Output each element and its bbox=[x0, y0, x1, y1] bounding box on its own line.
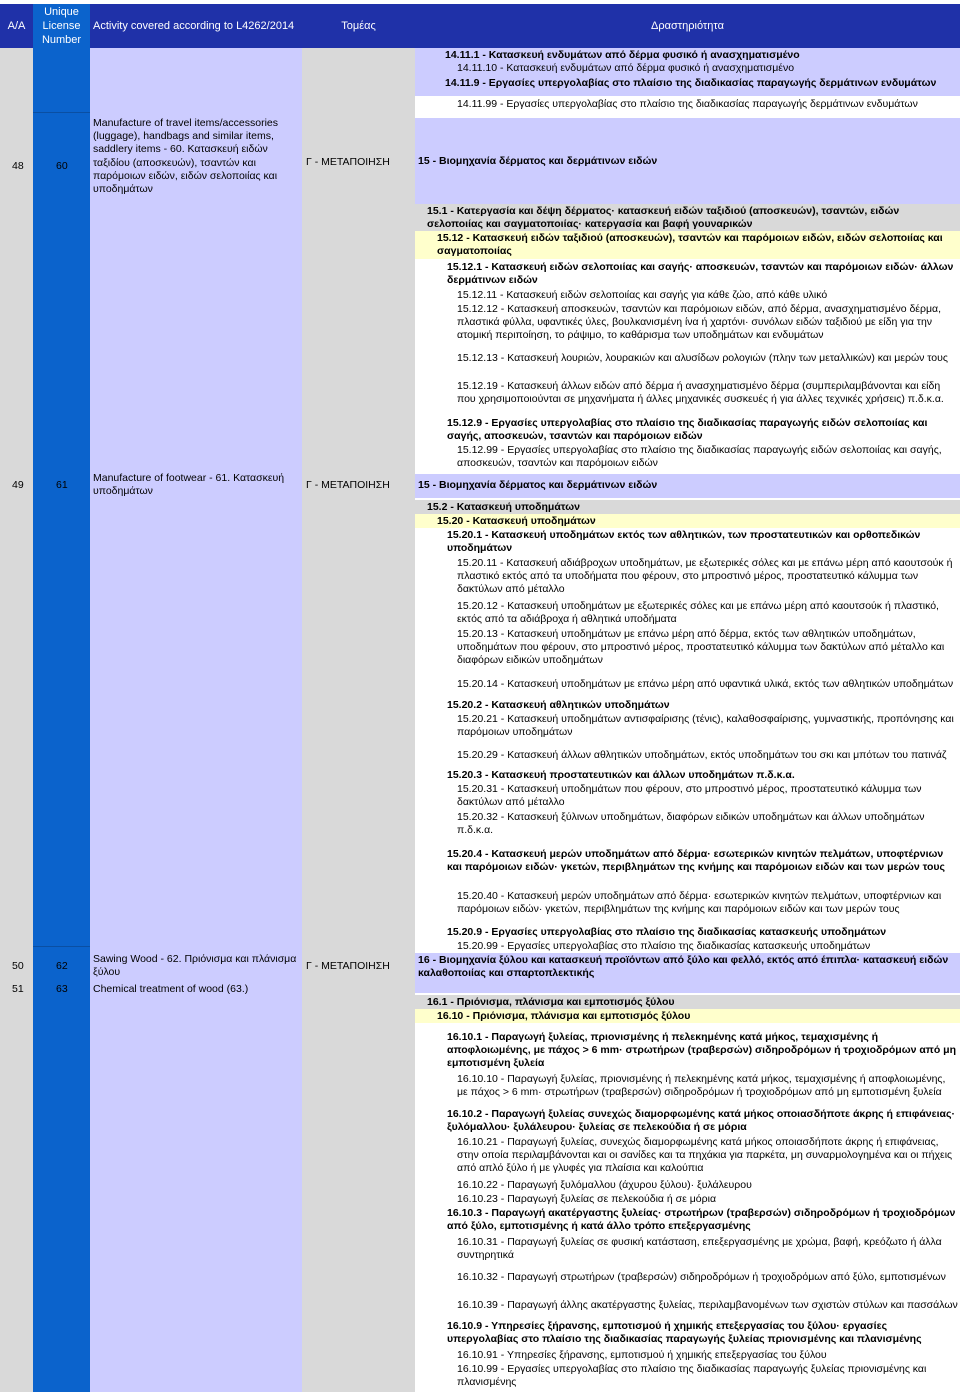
detail-line: 15.20.99 - Εργασίες υπεργολαβίας στο πλαίσιο της διαδικασίας κατασκευής υποδημάτων bbox=[457, 940, 871, 952]
row-sector: Γ - ΜΕΤΑΠΟΙΗΣΗ bbox=[306, 479, 390, 491]
detail-line: 16.10.3 - Παραγωγή ακατέργαστης ξυλείας· στρωτήρων (τραβερσών) σιδηροδρόμων ή τροχιοδρόμων από ξύλο, εμποτισμένης ή κατά άλλο τρόπο επεξεργασμένης bbox=[447, 1207, 956, 1233]
detail-line: 16.10.9 - Υπηρεσίες ξήρανσης, εμποτισμού ή χημικής επεξεργασίας του ξύλου· εργασίες υπεργολαβίας στο πλαίσιο της διαδικασίας παραγωγής ξυλείας πριονισμένης και πλανισμένης bbox=[447, 1320, 922, 1346]
detail-line: 14.11.99 - Εργασίες υπεργολαβίας στο πλαίσιο της διαδικασίας παραγωγής δερμάτινων ενδυμάτων bbox=[457, 98, 918, 110]
detail-line: 16.10.23 - Παραγωγή ξυλείας σε πελεκούδια ή σε μόρια bbox=[457, 1193, 717, 1205]
detail-line: 15.20.29 - Κατασκευή άλλων αθλητικών υποδημάτων, εκτός υποδημάτων του σκι και μπότων του πατινάζ bbox=[457, 749, 947, 761]
detail-line: 15.20.31 - Κατασκευή υποδημάτων που φέρουν, στο μπροστινό μέρος, προστατευτικό κάλυμμα των δακτύλων από μέταλλο bbox=[457, 783, 922, 809]
division-title: 15 - Βιομηχανία δέρματος και δερμάτινων ειδών bbox=[418, 479, 658, 491]
row-license-number: 60 bbox=[56, 160, 68, 172]
row-license-number: 63 bbox=[56, 983, 68, 995]
detail-line: 16.10.39 - Παραγωγή άλλης ακατέργαστης ξυλείας, περιλαμβανομένων των σχιστών στύλων και πασσάλων bbox=[457, 1299, 958, 1311]
detail-line: 15.12.9 - Εργασίες υπεργολαβίας στο πλαίσιο της διαδικασίας παραγωγής ειδών σελοποιίας και σαγής, αποσκευών, τσαντών και παρόμοιων ειδών bbox=[447, 417, 928, 443]
detail-line: 16.10.99 - Εργασίες υπεργολαβίας στο πλαίσιο της διαδικασίας παραγωγής ξυλείας πριονισμένης και πλανισμένης bbox=[457, 1363, 927, 1389]
detail-line: 15.12.12 - Κατασκευή αποσκευών, τσαντών και παρόμοιων ειδών, από δέρμα, ανασχηματισμένο δέρμα, πλαστικά φύλλα, υφαντικές ύλες, βουλκανισμένη ίνα ή χαρτόνι· συνόλων ειδών ταξιδιού με είδη για την ατομική περιποίηση, το ράψιμο, το καθάρισμα των υποδημάτων και ενδυμάτων bbox=[457, 303, 941, 342]
row-activity: Chemical treatment of wood (63.) bbox=[93, 983, 249, 995]
detail-line: 16.10.32 - Παραγωγή στρωτήρων (τραβερσών) σιδηροδρόμων ή τροχιοδρόμων από ξύλο, εμποτισμένων bbox=[457, 1271, 946, 1283]
detail-line: 15.20.4 - Κατασκευή μερών υποδημάτων από δέρμα· εσωτερικών κινητών πελμάτων, υποφτέρνιων και παρόμοιων ειδών· γκετών, περιβλημάτων της κνήμης και παρόμοιων ειδών και των μερών τους bbox=[447, 848, 946, 874]
detail-line: 15.12.1 - Κατασκευή ειδών σελοποιίας και σαγής· αποσκευών, τσαντών και παρόμοιων ειδών· άλλων δερμάτινων ειδών bbox=[447, 261, 954, 287]
detail-line: 15.20.11 - Κατασκευή αδιάβροχων υποδημάτων, με εξωτερικές σόλες και με επάνω μέρη από καουτσούκ ή πλαστικό εκτός από τα υποδήματα που φέρουν, στο μπροστινό μέρος, προστατευτικό κάλυμμα των δακτύλων από μέταλλο bbox=[457, 557, 953, 596]
header-sector: Τομέας bbox=[341, 20, 376, 32]
row-aa: 50 bbox=[12, 960, 24, 972]
detail-line: 14.11.9 - Εργασίες υπεργολαβίας στο πλαίσιο της διαδικασίας παραγωγής δερμάτινων ενδυμάτων bbox=[445, 77, 937, 89]
detail-line: 16.10.21 - Παραγωγή ξυλείας, συνεχώς διαμορφωμένης κατά μήκος οποιασδήποτε άκρης ή επιφάνειας, στην οποία περιλαμβάνονται και οι σανίδες και τα πηχάκια για παρκέτα, μη συναρμολογημένα και οι πήχεις από απλό ξύλο ή με γλυφές για πλαίσια και καλούπια bbox=[457, 1136, 953, 1175]
detail-line: 15.20.32 - Κατασκευή ξύλινων υποδημάτων, διαφόρων ειδικών υποδημάτων και άλλων υποδημάτων π.δ.κ.α. bbox=[457, 811, 925, 837]
row-activity: Manufacture of footwear - 61. Κατασκευή υποδημάτων bbox=[93, 472, 285, 498]
division-title: 15 - Βιομηχανία δέρματος και δερμάτινων ειδών bbox=[418, 155, 658, 167]
row-activity: Manufacture of travel items/accessories (luggage), handbags and similar items, saddlery items - 60. Κατασκευή ειδών ταξιδίου (αποσκευών), τσαντών και παρόμοιων ειδών, ειδών σελοποιίας και υποδημάτων bbox=[93, 117, 278, 196]
row-license-number: 62 bbox=[56, 960, 68, 972]
detail-line: 16.10.31 - Παραγωγή ξυλείας σε φυσική κατάσταση, επεξεργασμένης με χρώμα, βαφή, κρεόζωτο ή άλλα συντηρητικά bbox=[457, 1236, 942, 1262]
detail-line: 15.12.19 - Κατασκευή άλλων ειδών από δέρμα ή ανασχηματισμένο δέρμα (συμπεριλαμβάνονται και είδη που χρησιμοποιούνται σε μηχανήματα ή άλλες μηχανικές συσκευές ή για άλλες τεχνικές χρήσεις) π.δ.κ.α. bbox=[457, 380, 944, 406]
row-aa: 51 bbox=[12, 983, 24, 995]
detail-line: 16.10.2 - Παραγωγή ξυλείας συνεχώς διαμορφωμένης κατά μήκος οποιασδήποτε άκρης ή επιφάνειας· ξυλόμαλλου· ξυλάλευρου· ξυλείας σε πελεκούδια ή σε μόρια bbox=[447, 1108, 955, 1134]
detail-line: 15.20.40 - Κατασκευή μερών υποδημάτων από δέρμα· εσωτερικών κινητών πελμάτων, υποφτέρνιων και παρόμοιων ειδών· γκετών, περιβλημάτων της κνήμης και παρόμοιων ειδών και των μερών τους bbox=[457, 890, 942, 916]
detail-line: 15.20 - Κατασκευή υποδημάτων bbox=[437, 515, 596, 527]
header-activity-detail: Δραστηριότητα bbox=[651, 20, 724, 32]
detail-line: 16.1 - Πριόνισμα, πλάνισμα και εμποτισμός ξύλου bbox=[427, 996, 675, 1008]
sector-column bbox=[302, 48, 415, 1392]
detail-line: 15.20.12 - Κατασκευή υποδημάτων με εξωτερικές σόλες και με επάνω μέρη από καουτσούκ ή πλαστικό, εκτός από τα αδιάβροχα ή αθλητικά υποδήματα bbox=[457, 600, 939, 626]
license-number-column bbox=[33, 48, 90, 1392]
detail-line: 15.20.2 - Κατασκευή αθλητικών υποδημάτων bbox=[447, 699, 670, 711]
detail-line: 15.12 - Κατασκευή ειδών ταξιδιού (αποσκευών), τσαντών και παρόμοιων ειδών, ειδών σελοποιίας και σαγματοποιίας bbox=[437, 232, 943, 258]
header-activity: Activity covered according to L4262/2014 bbox=[93, 20, 295, 32]
detail-line: 15.2 - Κατασκευή υποδημάτων bbox=[427, 501, 580, 513]
aa-column bbox=[0, 48, 33, 1392]
header-license-number: Unique License Number bbox=[33, 4, 90, 48]
detail-line: 15.12.99 - Εργασίες υπεργολαβίας στο πλαίσιο της διαδικασίας παραγωγής ειδών σελοποιίας και σαγής, αποσκευών, τσαντών και παρόμοιων ειδών bbox=[457, 444, 942, 470]
row-sector: Γ - ΜΕΤΑΠΟΙΗΣΗ bbox=[306, 960, 390, 972]
row-license-number: 61 bbox=[56, 479, 68, 491]
header-aa: A/A bbox=[7, 20, 26, 32]
detail-line: 14.11.10 - Κατασκευή ενδυμάτων από δέρμα φυσικό ή ανασχηματισμένο bbox=[457, 62, 795, 74]
detail-line: 16.10.1 - Παραγωγή ξυλείας, πριονισμένης ή πελεκημένης κατά μήκος, τεμαχισμένης ή αποφλοιωμένης, με πάχος > 6 mm· στρωτήρων (τραβερσών) σιδηροδρόμων ή τροχιοδρόμων από μη εμποτισμένη ξυλεία bbox=[447, 1031, 957, 1070]
detail-line: 15.20.9 - Εργασίες υπεργολαβίας στο πλαίσιο της διαδικασίας κατασκευής υποδημάτων bbox=[447, 926, 887, 938]
detail-line: 15.20.3 - Κατασκευή προστατευτικών και άλλων υποδημάτων π.δ.κ.α. bbox=[447, 769, 795, 781]
activity-column bbox=[90, 48, 302, 1392]
detail-line: 14.11.1 - Κατασκευή ενδυμάτων από δέρμα φυσικό ή ανασχηματισμένο bbox=[445, 49, 800, 61]
detail-line: 16.10.22 - Παραγωγή ξυλόμαλλου (άχυρου ξύλου)· ξυλάλευρου bbox=[457, 1179, 752, 1191]
detail-line: 15.1 - Κατεργασία και δέψη δέρματος· κατασκευή ειδών ταξιδιού (αποσκευών), τσαντών, ειδών σελοποιίας και σαγματοποιίας· κατεργασία και βαφή γουναρικών bbox=[427, 205, 900, 231]
detail-line: 15.20.1 - Κατασκευή υποδημάτων εκτός των αθλητικών, των προστατευτικών και ορθοπεδικών υποδημάτων bbox=[447, 529, 921, 555]
detail-line: 15.12.11 - Κατασκευή ειδών σελοποιίας και σαγής για κάθε ζώο, από κάθε υλικό bbox=[457, 289, 828, 301]
table-header bbox=[0, 4, 960, 48]
row-activity: Sawing Wood - 62. Πριόνισμα και πλάνισμα ξύλου bbox=[93, 953, 297, 979]
detail-line: 16.10.10 - Παραγωγή ξυλείας, πριονισμένης ή πελεκημένης κατά μήκος, τεμαχισμένης ή αποφλοιωμένης, με πάχος > 6 mm· στρωτήρων (τραβερσών) σιδηροδρόμων ή τροχιοδρόμων από μη εμποτισμένη ξυλεία bbox=[457, 1073, 946, 1099]
detail-line: 15.20.14 - Κατασκευή υποδημάτων με επάνω μέρη από υφαντικά υλικά, εκτός των αθλητικών υποδημάτων bbox=[457, 678, 954, 690]
row-sector: Γ - ΜΕΤΑΠΟΙΗΣΗ bbox=[306, 156, 390, 168]
detail-line: 15.20.21 - Κατασκευή υποδημάτων αντισφαίρισης (τένις), καλαθοσφαίρισης, γυμναστικής, προπόνησης και παρόμοιων υποδημάτων bbox=[457, 713, 954, 739]
division-title: 16 - Βιομηχανία ξύλου και κατασκευή προϊόντων από ξύλο και φελλό, εκτός από έπιπλα· κατασκευή ειδών καλαθοποιίας και σπαρτοπλεκτικής bbox=[418, 954, 949, 980]
detail-line: 16.10.91 - Υπηρεσίες ξήρανσης, εμποτισμού ή χημικής επεξεργασίας του ξύλου bbox=[457, 1349, 827, 1361]
detail-line: 15.12.13 - Κατασκευή λουριών, λουρακιών και αλυσίδων ρολογιών (πλην των μεταλλικών) και μερών τους bbox=[457, 352, 948, 364]
row-aa: 49 bbox=[12, 479, 24, 491]
row-aa: 48 bbox=[12, 160, 24, 172]
detail-line: 16.10 - Πριόνισμα, πλάνισμα και εμποτισμός ξύλου bbox=[437, 1010, 691, 1022]
detail-line: 15.20.13 - Κατασκευή υποδημάτων με επάνω μέρη από δέρμα, εκτός των αθλητικών υποδημάτων, υποδημάτων που φέρουν, στο μπροστινό μέρος, προστατευτικό κάλυμμα των δακτύλων από μέταλλο και διαφόρων ειδικών υποδημάτων bbox=[457, 628, 945, 667]
